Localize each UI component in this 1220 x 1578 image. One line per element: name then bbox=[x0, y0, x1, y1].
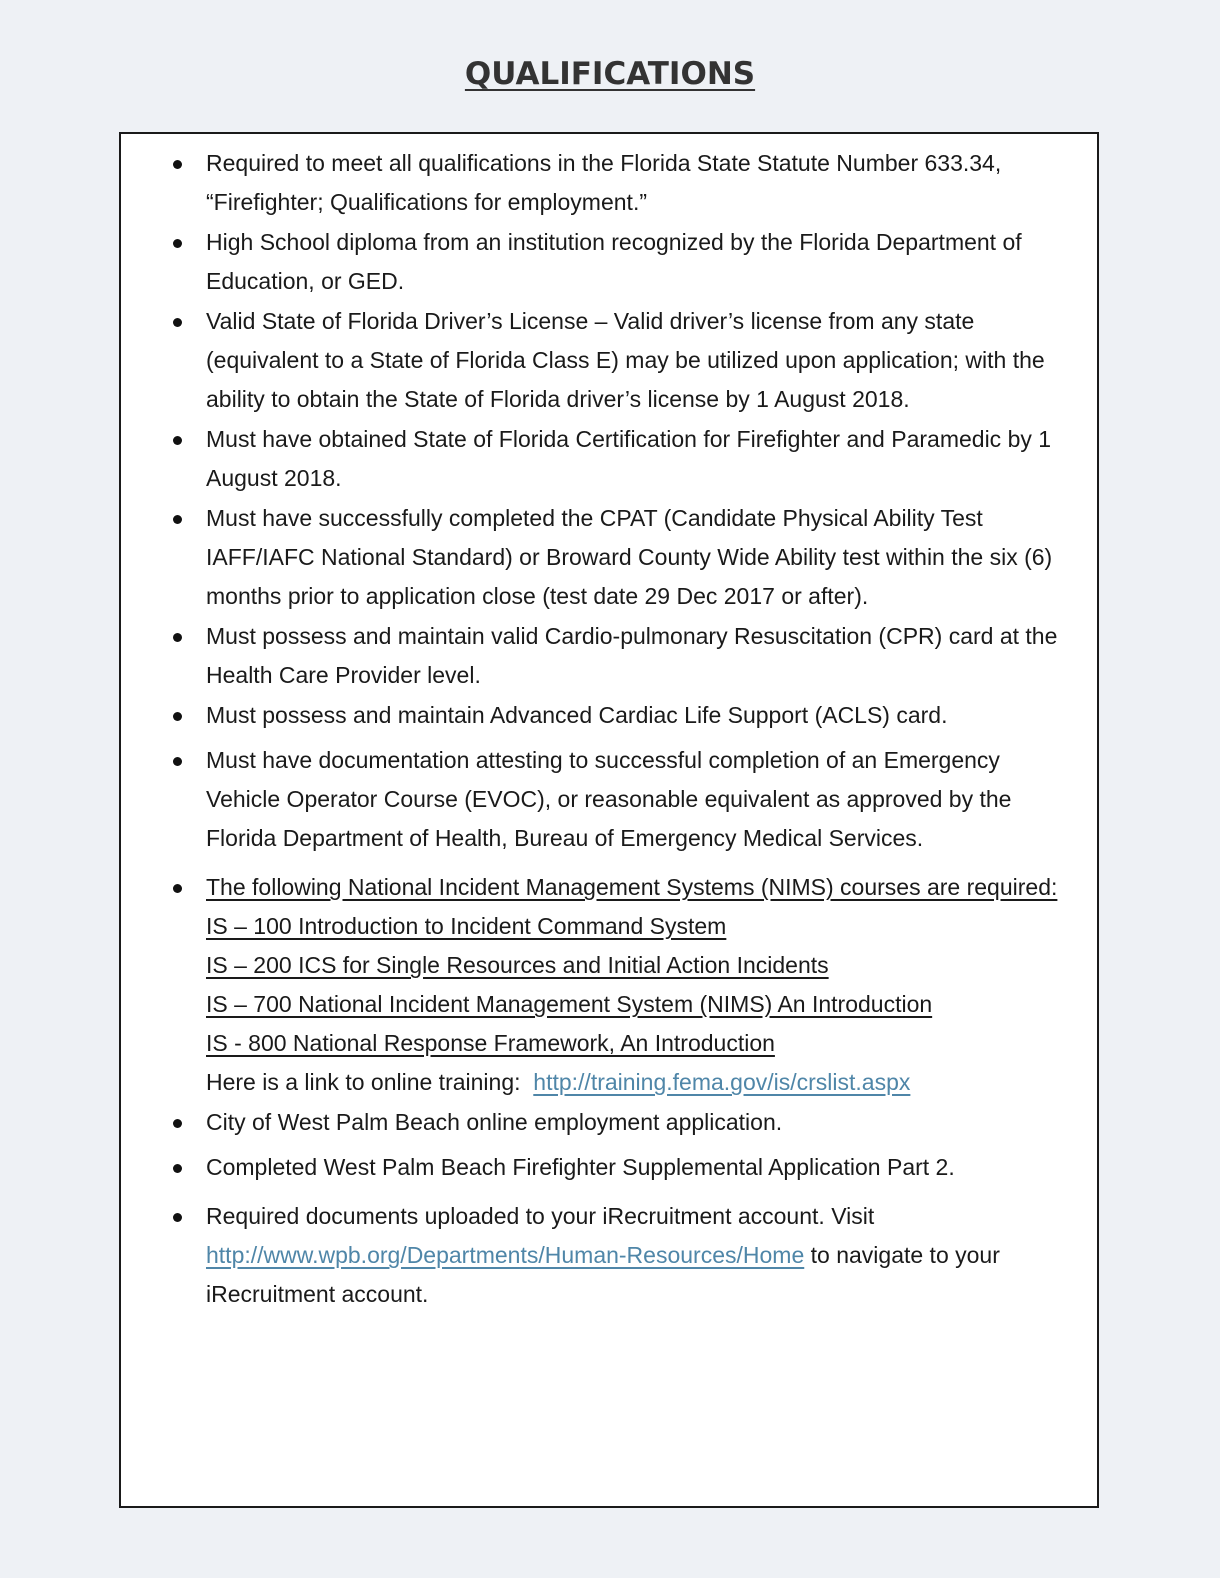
list-item bbox=[121, 302, 1097, 419]
qualifications-box bbox=[119, 132, 1099, 1508]
bullet-icon bbox=[173, 1119, 182, 1128]
list-item-text: Required to meet all qualifications in the Florida State Statute Number 633.34, “Firefighter; Qualifications for employment.” bbox=[206, 150, 1002, 215]
list-item-text: Must have successfully completed the CPAT (Candidate Physical Ability Test IAFF/IAFC National Standard) or Broward County Wide Ability test within the six (6) months prior to application close (test date 29 Dec 2017 or after). bbox=[206, 505, 1053, 609]
list-item-text: City of West Palm Beach online employment application. bbox=[206, 1109, 783, 1135]
list-item bbox=[121, 696, 1097, 735]
list-item-text: Must have obtained State of Florida Certification for Firefighter and Paramedic by 1 August 2018. bbox=[206, 426, 1052, 491]
bullet-icon bbox=[173, 757, 182, 766]
training-link-prefix: Here is a link to online training: bbox=[206, 1069, 521, 1095]
bullet-icon bbox=[173, 515, 182, 524]
documents-suffix: to navigate to your iRecruitment account. bbox=[206, 1242, 1000, 1307]
bullet-icon bbox=[173, 436, 182, 445]
bullet-icon bbox=[173, 712, 182, 721]
bullet-icon bbox=[173, 1213, 182, 1222]
qualifications-list bbox=[121, 144, 1097, 1315]
list-item bbox=[121, 144, 1097, 222]
list-item-text: Must possess and maintain Advanced Cardiac Life Support (ACLS) card. bbox=[206, 702, 948, 728]
nims-course: IS – 700 National Incident Management System (NIMS) An Introduction bbox=[206, 991, 933, 1017]
list-item-text: Valid State of Florida Driver’s License – Valid driver’s license from any state (equivalent to a State of Florida Class E) may be utilized upon application; with the ability to obtain the State of Florida driver’s license by 1 August 2018. bbox=[206, 308, 1045, 412]
documents-prefix: Required documents uploaded to your iRecruitment account. Visit bbox=[206, 1203, 875, 1229]
list-item bbox=[121, 420, 1097, 498]
list-item-text: Completed West Palm Beach Firefighter Supplemental Application Part 2. bbox=[206, 1154, 955, 1180]
list-item bbox=[121, 617, 1097, 695]
nims-course: IS – 200 ICS for Single Resources and Initial Action Incidents bbox=[206, 952, 829, 978]
list-item-text: Must have documentation attesting to successful completion of an Emergency Vehicle Operator Course (EVOC), or reasonable equivalent as approved by the Florida Department of Health, Bureau of Emergency Medical Services. bbox=[206, 747, 1012, 851]
nims-course: IS - 800 National Response Framework, An Introduction bbox=[206, 1030, 775, 1056]
list-item bbox=[121, 223, 1097, 301]
nims-course: IS – 100 Introduction to Incident Command System bbox=[206, 913, 727, 939]
bullet-icon bbox=[173, 1164, 182, 1173]
irecruitment-link[interactable]: http://www.wpb.org/Departments/Human-Resources/Home bbox=[206, 1242, 805, 1268]
page-title: QUALIFICATIONS bbox=[464, 56, 756, 92]
list-item-text: High School diploma from an institution recognized by the Florida Department of Education, or GED. bbox=[206, 229, 1022, 294]
bullet-icon bbox=[173, 160, 182, 169]
training-link[interactable]: http://training.fema.gov/is/crslist.aspx bbox=[533, 1069, 911, 1095]
list-item bbox=[121, 741, 1097, 858]
nims-heading: The following National Incident Management Systems (NIMS) courses are required: bbox=[206, 874, 1058, 900]
list-item bbox=[121, 1148, 1097, 1187]
documents-list-item bbox=[121, 1197, 1097, 1314]
bullet-icon bbox=[173, 239, 182, 248]
list-item bbox=[121, 1103, 1097, 1142]
list-item bbox=[121, 499, 1097, 616]
bullet-icon bbox=[173, 884, 182, 893]
bullet-icon bbox=[173, 633, 182, 642]
nims-list-item bbox=[121, 868, 1097, 1102]
list-item-text: Must possess and maintain valid Cardio-pulmonary Resuscitation (CPR) card at the Health Care Provider level. bbox=[206, 623, 1058, 688]
bullet-icon bbox=[173, 318, 182, 327]
